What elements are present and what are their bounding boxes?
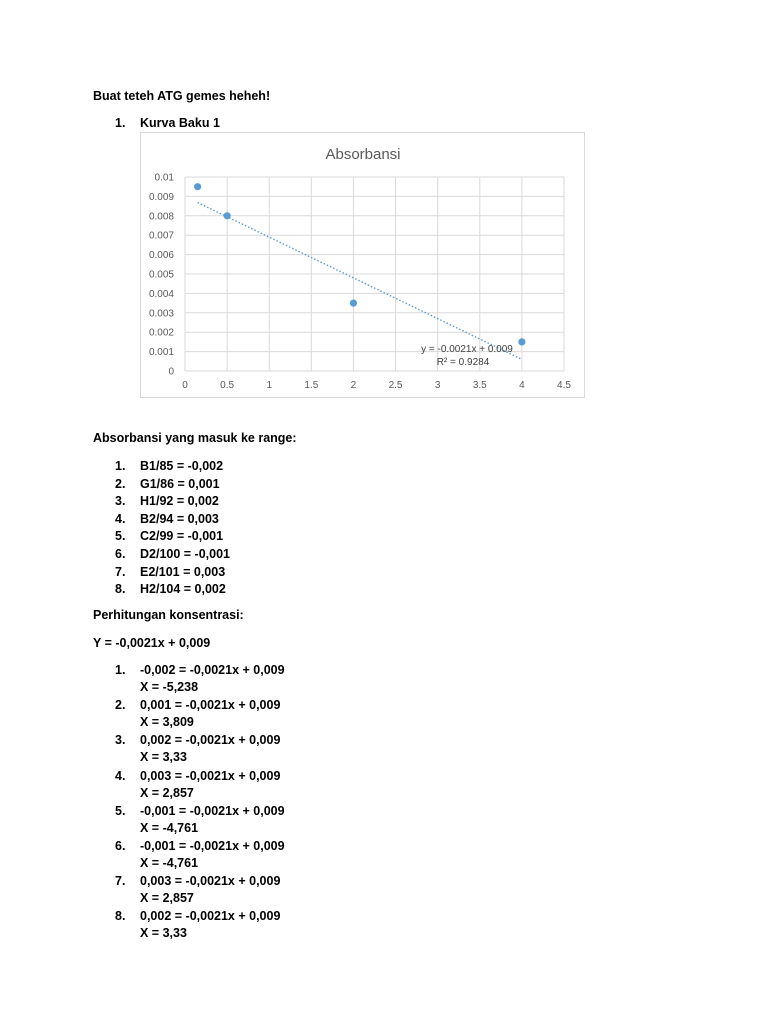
y-tick-label: 0.003 bbox=[148, 308, 174, 320]
absorbance-chart bbox=[140, 132, 585, 398]
range-item-number: 4. bbox=[115, 511, 126, 526]
range-item-number: 7. bbox=[115, 564, 126, 579]
calc-item-number: 8. bbox=[115, 909, 126, 924]
calc-item-equation: -0,002 = -0,0021x + 0,009 bbox=[140, 663, 285, 677]
range-item-text: E2/101 = 0,003 bbox=[140, 564, 226, 579]
y-tick-label: 0.01 bbox=[154, 172, 174, 184]
formula-line: Y = -0,0021x + 0,009 bbox=[93, 636, 211, 650]
calc-item-equation: 0,002 = -0,0021x + 0,009 bbox=[140, 733, 281, 748]
calc-item-number: 4. bbox=[115, 768, 126, 783]
calc-item-result: X = 3,33 bbox=[140, 750, 187, 765]
chart-data-point bbox=[194, 183, 201, 190]
range-item-text: G1/86 = 0,001 bbox=[140, 476, 220, 491]
calc-heading: Perhitungan konsentrasi: bbox=[93, 608, 244, 622]
x-tick-label: 2.5 bbox=[388, 380, 403, 391]
range-item-text: D2/100 = -0,001 bbox=[140, 547, 230, 561]
trendline-equation: y = -0.0021x + 0.009 bbox=[421, 344, 513, 355]
range-item-number: 1. bbox=[115, 459, 126, 473]
range-item-number: 3. bbox=[115, 494, 126, 509]
x-tick-label: 2 bbox=[350, 380, 357, 391]
calc-item-number: 3. bbox=[115, 733, 126, 748]
calc-item-equation: 0,003 = -0,0021x + 0,009 bbox=[140, 768, 281, 783]
x-tick-label: 3 bbox=[434, 380, 441, 391]
calc-item-number: 2. bbox=[115, 698, 126, 713]
range-item-number: 5. bbox=[115, 529, 126, 544]
calc-item-result: X = -4,761 bbox=[140, 856, 199, 870]
y-tick-label: 0.008 bbox=[148, 211, 174, 223]
calc-item-number: 6. bbox=[115, 839, 126, 853]
y-tick-label: 0.006 bbox=[148, 250, 174, 262]
calc-item-result: X = 2,857 bbox=[140, 785, 194, 800]
trendline-r-squared: R² = 0.9284 bbox=[436, 357, 490, 368]
calc-item-equation: -0,001 = -0,0021x + 0,009 bbox=[140, 803, 285, 818]
range-item-text: C2/99 = -0,001 bbox=[140, 529, 224, 544]
chart-grid bbox=[185, 177, 564, 371]
calc-item-result: X = 3,809 bbox=[140, 715, 194, 730]
x-tick-label: 1.5 bbox=[304, 380, 319, 391]
section-title: Kurva Baku 1 bbox=[140, 116, 220, 130]
calc-item-equation: 0,002 = -0,0021x + 0,009 bbox=[140, 909, 281, 924]
range-item-number: 2. bbox=[115, 476, 126, 491]
chart-points bbox=[194, 183, 525, 345]
calc-item-result: X = -4,761 bbox=[140, 820, 199, 835]
chart-ticks bbox=[149, 173, 571, 392]
range-item-number: 8. bbox=[115, 582, 126, 597]
calc-item-equation: -0,001 = -0,0021x + 0,009 bbox=[140, 839, 285, 853]
y-tick-label: 0.005 bbox=[148, 269, 174, 281]
chart-data-point bbox=[518, 338, 525, 345]
y-tick-label: 0.007 bbox=[148, 230, 174, 242]
range-item-number: 6. bbox=[115, 547, 126, 561]
chart-svg bbox=[141, 133, 586, 399]
x-tick-label: 4 bbox=[519, 380, 525, 391]
range-item-text: B1/85 = -0,002 bbox=[140, 459, 224, 473]
range-heading: Absorbansi yang masuk ke range: bbox=[93, 431, 297, 445]
y-tick-label: 0.001 bbox=[148, 347, 174, 359]
chart-title: Absorbansi bbox=[325, 146, 401, 163]
chart-data-point bbox=[224, 212, 231, 219]
x-tick-label: 3.5 bbox=[472, 380, 487, 391]
x-tick-label: 0.5 bbox=[220, 380, 235, 391]
calc-item-number: 1. bbox=[115, 663, 126, 677]
range-item-text: H2/104 = 0,002 bbox=[140, 582, 226, 597]
calc-item-equation: 0,001 = -0,0021x + 0,009 bbox=[140, 698, 281, 713]
y-tick-label: 0.002 bbox=[148, 327, 174, 339]
y-tick-label: 0 bbox=[168, 366, 174, 378]
x-tick-label: 1 bbox=[266, 380, 273, 391]
range-item-text: B2/94 = 0,003 bbox=[140, 511, 219, 526]
document-heading: Buat teteh ATG gemes heheh! bbox=[93, 89, 271, 103]
y-tick-label: 0.004 bbox=[148, 288, 174, 300]
range-item-text: H1/92 = 0,002 bbox=[140, 494, 219, 509]
calc-item-number: 5. bbox=[115, 803, 126, 818]
section-number: 1. bbox=[115, 116, 126, 130]
x-tick-label: 4.5 bbox=[557, 380, 571, 391]
calc-item-result: X = 2,857 bbox=[140, 891, 194, 906]
chart-trendline bbox=[198, 203, 522, 360]
calc-item-result: X = 3,33 bbox=[140, 926, 187, 941]
chart-trendline-group bbox=[198, 203, 522, 360]
x-tick-label: 0 bbox=[182, 380, 188, 391]
calc-item-number: 7. bbox=[115, 874, 126, 889]
calc-item-equation: 0,003 = -0,0021x + 0,009 bbox=[140, 874, 281, 889]
y-tick-label: 0.009 bbox=[148, 191, 174, 203]
calc-item-result: X = -5,238 bbox=[140, 680, 199, 694]
chart-data-point bbox=[350, 300, 357, 307]
